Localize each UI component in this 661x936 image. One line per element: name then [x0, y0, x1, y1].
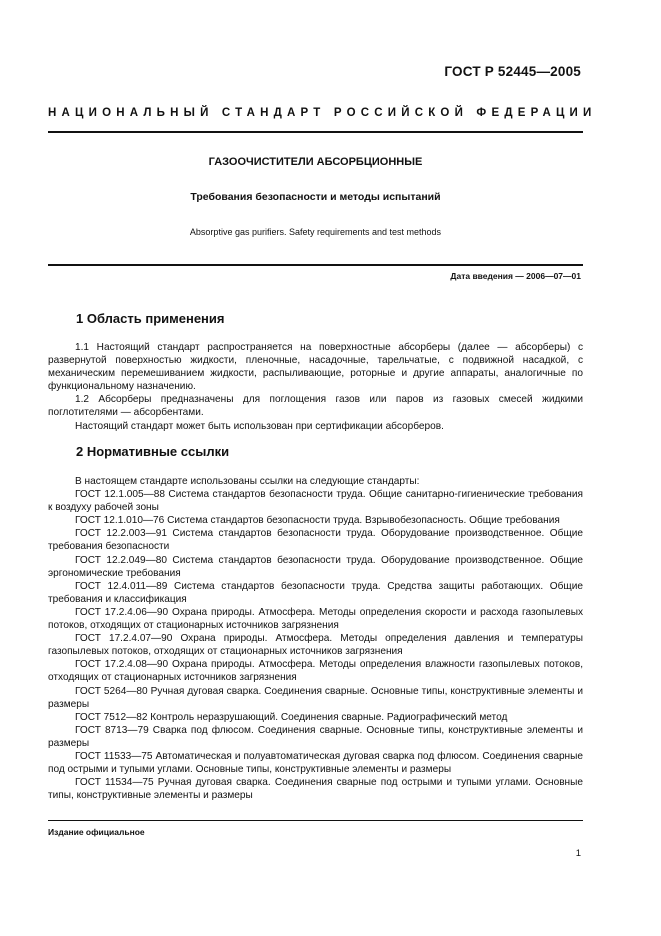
section-1-heading: 1 Область применения — [76, 311, 225, 326]
document-title: ГАЗООЧИСТИТЕЛИ АБСОРБЦИОННЫЕ — [208, 156, 423, 168]
document-subtitle: Требования безопасности и методы испытаний — [190, 191, 441, 203]
reference-item: ГОСТ 12.1.010—76 Система стандартов безопасности труда. Взрывобезопасность. Общие требования — [75, 515, 560, 527]
page-number: 1 — [575, 848, 581, 859]
national-standard-banner: НАЦИОНАЛЬНЫЙ СТАНДАРТ РОССИЙСКОЙ ФЕДЕРАЦИИ — [48, 107, 597, 119]
reference-item: ГОСТ 17.2.4.06—90 Охрана природы. Атмосфера. Методы определения скорости и расхода газопылевых потоков, отходящих от стационарных источников загрязнения — [48, 606, 583, 632]
section-2-heading: 2 Нормативные ссылки — [76, 444, 230, 459]
reference-item: ГОСТ 7512—82 Контроль неразрушающий. Соединения сварные. Радиографический метод — [75, 711, 508, 723]
edition-label: Издание официальное — [48, 827, 145, 837]
reference-item: ГОСТ 17.2.4.07—90 Охрана природы. Атмосфера. Методы определения давления и температуры газопылевых потоков, отходящих от стационарных источников загрязнения — [48, 633, 583, 658]
reference-item: ГОСТ 8713—79 Сварка под флюсом. Соединения сварные. Основные типы, конструктивные элементы и размеры — [48, 724, 583, 749]
document-code: ГОСТ Р 52445—2005 — [444, 64, 581, 79]
reference-item: ГОСТ 12.1.005—88 Система стандартов безопасности труда. Общие санитарно-гигиенические требования к воздуху рабочей зоны — [48, 489, 583, 514]
reference-item: ГОСТ 5264—80 Ручная дуговая сварка. Соединения сварные. Основные типы, конструктивные элементы и размеры — [48, 685, 583, 710]
paragraph: Настоящий стандарт может быть использован при сертификации абсорберов. — [75, 420, 444, 432]
reference-item: ГОСТ 12.2.003—91 Система стандартов безопасности труда. Оборудование производственное. Общие требования безопасности — [48, 528, 583, 553]
title-rule — [48, 264, 583, 266]
reference-item: ГОСТ 11534—75 Ручная дуговая сварка. Соединения сварные под острыми и тупыми углами. Основные типы, конструктивные элементы и размеры — [48, 777, 583, 802]
introduction-date: Дата введения — 2006—07—01 — [450, 271, 581, 281]
section-1-body — [48, 341, 583, 433]
reference-item: ГОСТ 12.4.011—89 Система стандартов безопасности труда. Средства защиты работающих. Общие требования и классификация — [48, 580, 583, 605]
reference-item: ГОСТ 12.2.049—80 Система стандартов безопасности труда. Оборудование производственное. Общие эргономические требования — [48, 554, 583, 579]
footer-rule — [48, 820, 583, 821]
reference-item: ГОСТ 17.2.4.08—90 Охрана природы. Атмосфера. Методы определения влажности газопылевых потоков, отходящих от стационарных источников загрязнения — [48, 659, 583, 684]
paragraph: 1.1 Настоящий стандарт распространяется на поверхностные абсорберы (далее — абсорберы) с развернутой поверхностью жидкости, пленочные, насадочные, тарельчатые, с подвижной насадкой, с механическим перемешиванием жидкости, распыливающие, роторные и другие аппараты, аналогичные по функциональному назначению. — [48, 342, 583, 393]
paragraph: В настоящем стандарте использованы ссылки на следующие стандарты: — [75, 476, 420, 487]
paragraph: 1.2 Абсорберы предназначены для поглощения газов или паров из газовых смесей жидкими поглотителями — абсорбентами. — [48, 394, 583, 419]
header-rule — [48, 131, 583, 133]
reference-item: ГОСТ 11533—75 Автоматическая и полуавтоматическая дуговая сварка под флюсом. Соединения сварные под острыми и тупыми углами. Основные типы, конструктивные элементы и размеры — [48, 750, 583, 776]
english-title: Absorptive gas purifiers. Safety requirements and test methods — [189, 227, 442, 237]
section-2-body — [48, 475, 583, 802]
